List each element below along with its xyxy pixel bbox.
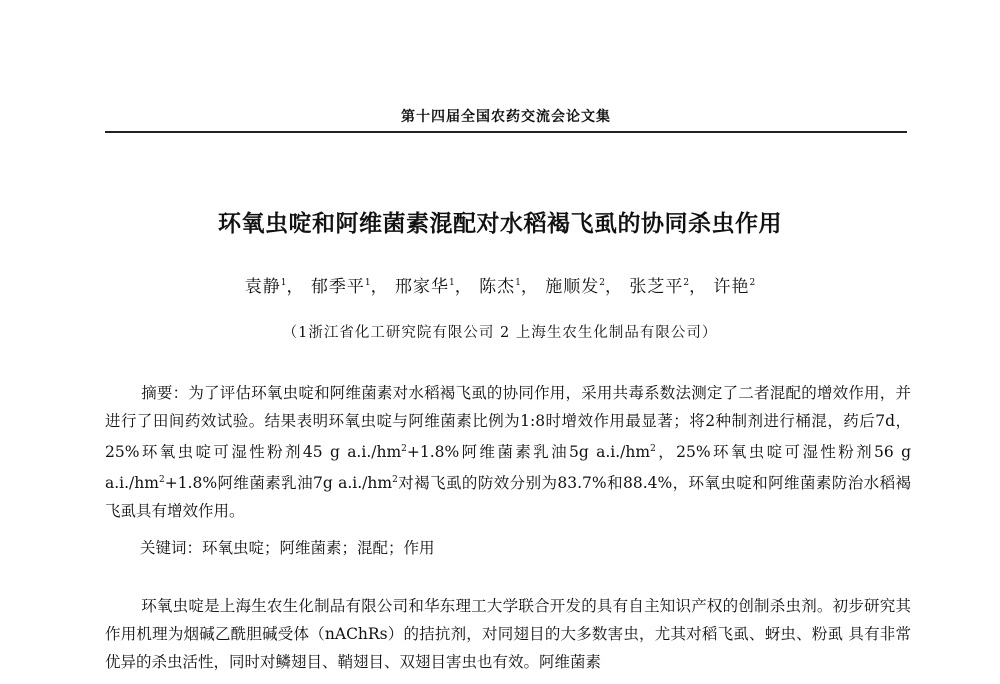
intro-text: 环氧虫啶是上海生农生化制品有限公司和华东理工大学联合开发的具有自主知识产权的创制杀虫剂。初步研究其作用机理为烟碱乙酰胆碱受体（nAChRs）的拮抗剂，对同翅目的大多数害虫，尤其对稻飞虱、蚜虫、粉虱 具有非常优异的杀虫活性，同时对鳞翅目、鞘翅目、双翅目害虫也有效。阿维菌素 xyxy=(105,597,911,671)
abstract-text: ，25%环氧虫啶可湿性粉剂56 g a.i./hm xyxy=(105,443,911,492)
author-separator: ， xyxy=(605,277,623,297)
author-separator: ， xyxy=(286,277,305,297)
author-affiliation-mark: 1 xyxy=(448,278,455,288)
author-affiliation-mark: 2 xyxy=(683,278,690,288)
header-rule xyxy=(105,131,907,133)
author-name: 张芝平 xyxy=(629,277,684,297)
unit-exponent: 2 xyxy=(392,475,398,485)
author-name: 袁静 xyxy=(244,277,281,297)
author-separator: ， xyxy=(370,277,389,297)
keywords: 关键词：环氧虫啶；阿维菌素；混配；作用 xyxy=(140,539,435,557)
abstract xyxy=(105,379,911,525)
author-separator: ， xyxy=(689,277,708,297)
author-list xyxy=(0,272,1000,297)
author-name: 施顺发 xyxy=(545,277,600,297)
author-affiliation-mark: 1 xyxy=(364,278,371,288)
author-affiliation-mark: 2 xyxy=(599,278,605,288)
author-name: 陈杰 xyxy=(479,277,516,297)
running-header: 第十四届全国农药交流会论文集 xyxy=(401,109,611,125)
unit-exponent: 2 xyxy=(401,444,407,454)
author-name: 许艳 xyxy=(713,277,750,297)
author-affiliation-mark: 1 xyxy=(515,278,521,288)
abstract-text: +1.8%阿维菌素乳油7g a.i./hm xyxy=(164,474,393,492)
unit-exponent: 2 xyxy=(158,475,165,485)
author-separator: ， xyxy=(520,277,539,297)
intro-paragraph xyxy=(105,592,911,676)
author-name: 郁季平 xyxy=(310,277,365,297)
abstract-text: +1.8%阿维菌素乳油5g a.i./hm xyxy=(406,443,651,461)
paper-title: 环氧虫啶和阿维菌素混配对水稻褐飞虱的协同杀虫作用 xyxy=(218,210,782,237)
abstract-text: 对褐飞虱的防效分别为83.7%和88.4%，环氧虫啶和阿维菌素防治水稻褐飞虱具有增效作用。 xyxy=(105,474,911,520)
author-name: 邢家华 xyxy=(394,277,449,297)
abstract-text: 摘要：为了评估环氧虫啶和阿维菌素对水稻褐飞虱的协同作用，采用共毒系数法测定了二者混配的增效作用，并进行了田间药效试验。结果表明环氧虫啶与阿维菌素比例为1:8时增效作用最显著；将2种制剂进行桶混，药后7d，25%环氧虫啶可湿性粉剂45 g a.i./hm xyxy=(105,384,911,461)
author-affiliation-mark: 1 xyxy=(280,278,287,288)
author-separator: ， xyxy=(454,277,473,297)
unit-exponent: 2 xyxy=(650,444,656,454)
author-affiliation-mark: 2 xyxy=(749,278,756,288)
affiliation: （1浙江省化工研究院有限公司 2 上海生农生化制品有限公司） xyxy=(282,325,718,341)
